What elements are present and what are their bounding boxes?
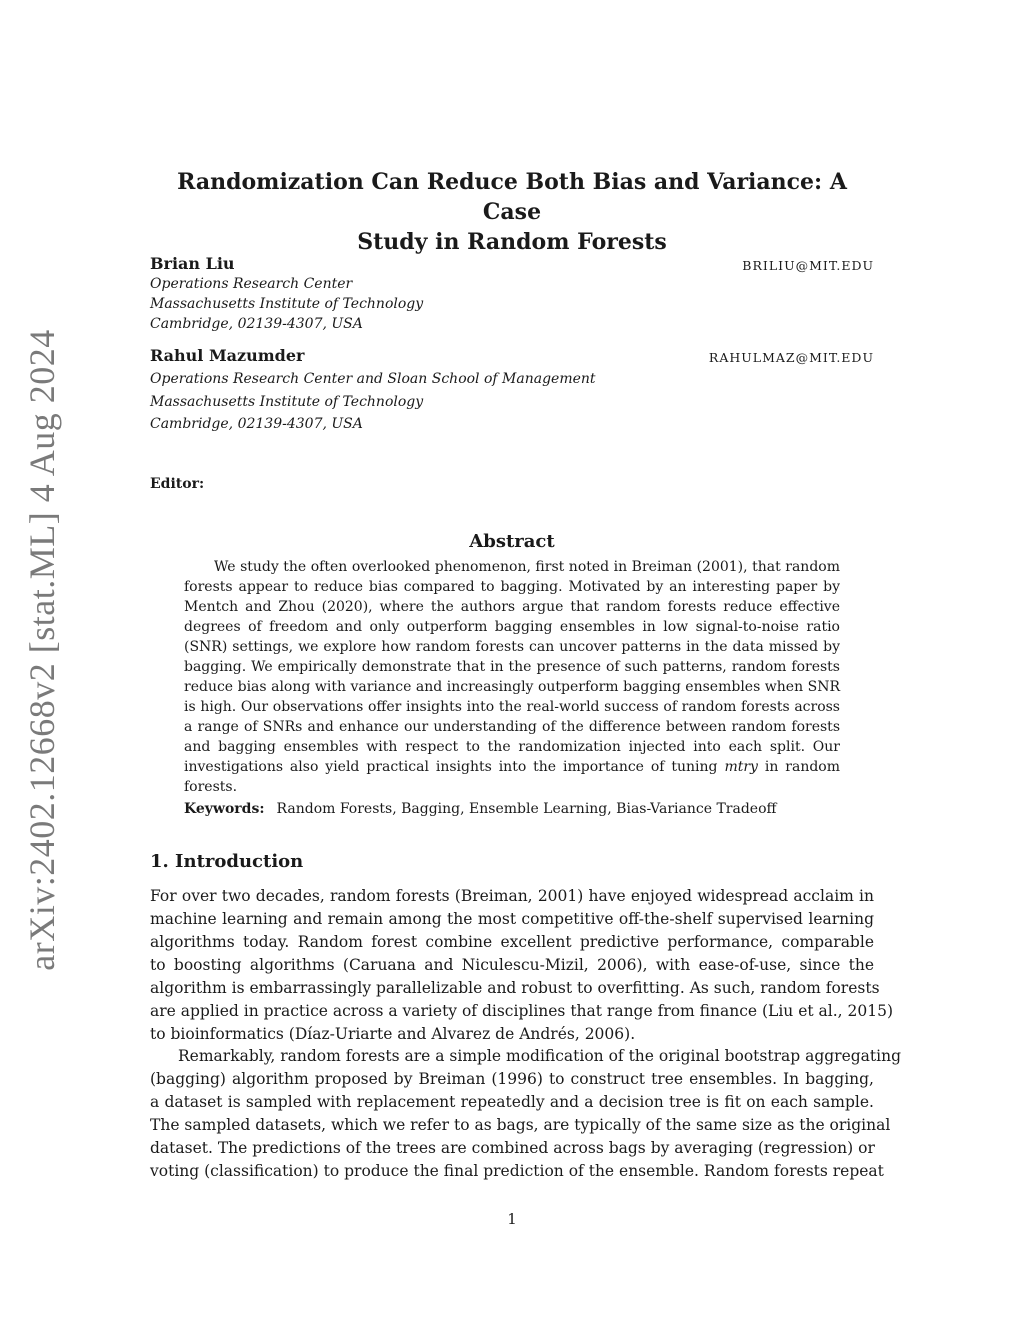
author-2-affiliation-line-3: Cambridge, 02139-4307, USA	[150, 416, 363, 432]
body-line: algorithms today. Random forest combine excellent predictive performance, comparable	[150, 933, 874, 951]
body-line: dataset. The predictions of the trees are combined across bags by averaging (regression) or	[150, 1139, 875, 1157]
body-line: machine learning and remain among the most competitive off-the-shelf supervised learning	[150, 910, 874, 928]
author-name-1: Brian Liu	[150, 254, 235, 273]
abstract-line: and bagging ensembles with respect to the randomization injected into each split. Our	[184, 739, 840, 755]
abstract-line: investigations also yield practical insights into the importance of tuning mtry in random	[184, 759, 840, 775]
author-email-1[interactable]: BRILIU@MIT.EDU	[742, 258, 874, 273]
paper-title	[150, 167, 874, 257]
abstract-line: is high. Our observations offer insights into the real-world success of random forests across	[184, 699, 840, 715]
title-line-1: Randomization Can Reduce Both Bias and Variance: A Case	[177, 169, 847, 225]
page-number: 1	[507, 1210, 517, 1228]
body-line: Remarkably, random forests are a simple modification of the original bootstrap aggregating	[178, 1047, 901, 1065]
author-1-affiliation-line-1: Operations Research Center	[150, 276, 353, 292]
keywords-text: Random Forests, Bagging, Ensemble Learning, Bias-Variance Tradeoff	[276, 801, 777, 817]
body-line: The sampled datasets, which we refer to as bags, are typically of the same size as the original	[150, 1116, 891, 1134]
abstract-heading: Abstract	[469, 531, 555, 552]
abstract-line: We study the often overlooked phenomenon, first noted in Breiman (2001), that random	[214, 559, 840, 575]
arxiv-identifier[interactable]: arXiv:2402.12668v2 [stat.ML] 4 Aug 2024	[22, 329, 62, 971]
body-line: algorithm is embarrassingly parallelizable and robust to overfitting. As such, random forests	[150, 979, 880, 997]
body-line: to bioinformatics (Díaz-Uriarte and Alvarez de Andrés, 2006).	[150, 1025, 636, 1043]
abstract-line: Mentch and Zhou (2020), where the authors argue that random forests reduce effective	[184, 599, 840, 615]
body-line: voting (classification) to produce the final prediction of the ensemble. Random forests repeat	[150, 1162, 884, 1180]
author-2-affiliation-line-2: Massachusetts Institute of Technology	[150, 394, 424, 410]
author-1-affiliation-line-2: Massachusetts Institute of Technology	[150, 296, 424, 312]
keywords	[184, 801, 776, 817]
abstract-line: reduce bias along with variance and increasingly outperform bagging ensembles when SNR	[184, 679, 840, 695]
author-name-2: Rahul Mazumder	[150, 346, 305, 365]
body-line: For over two decades, random forests (Breiman, 2001) have enjoyed widespread acclaim in	[150, 887, 874, 905]
math-variable-mtry: mtry	[724, 759, 758, 775]
keywords-label: Keywords:	[184, 801, 265, 817]
body-line: are applied in practice across a variety of disciplines that range from finance (Liu et al., 2015)	[150, 1002, 894, 1020]
abstract-line: forests.	[184, 779, 238, 795]
abstract-line: (SNR) settings, we explore how random forests can uncover patterns in the data missed by	[184, 639, 840, 655]
abstract-line: degrees of freedom and only outperform bagging ensembles in low signal-to-noise ratio	[184, 619, 840, 635]
body-line: a dataset is sampled with replacement repeatedly and a decision tree is fit on each sample.	[150, 1093, 874, 1111]
abstract-line: a range of SNRs and enhance our understanding of the difference between random forests	[184, 719, 840, 735]
section-heading-introduction: 1. Introduction	[150, 851, 304, 872]
abstract-line: bagging. We empirically demonstrate that in the presence of such patterns, random forests	[184, 659, 840, 675]
title-line-2: Study in Random Forests	[357, 229, 667, 255]
author-2-affiliation-line-1: Operations Research Center and Sloan School of Management	[150, 371, 596, 387]
body-line: (bagging) algorithm proposed by Breiman (1996) to construct tree ensembles. In bagging,	[150, 1070, 874, 1088]
author-1-affiliation-line-3: Cambridge, 02139-4307, USA	[150, 316, 363, 332]
author-email-2[interactable]: RAHULMAZ@MIT.EDU	[708, 350, 874, 365]
abstract-line: forests appear to reduce bias compared to bagging. Motivated by an interesting paper by	[184, 579, 840, 595]
body-line: to boosting algorithms (Caruana and Niculescu-Mizil, 2006), with ease-of-use, since the	[150, 956, 874, 974]
editor-label: Editor:	[150, 476, 205, 492]
